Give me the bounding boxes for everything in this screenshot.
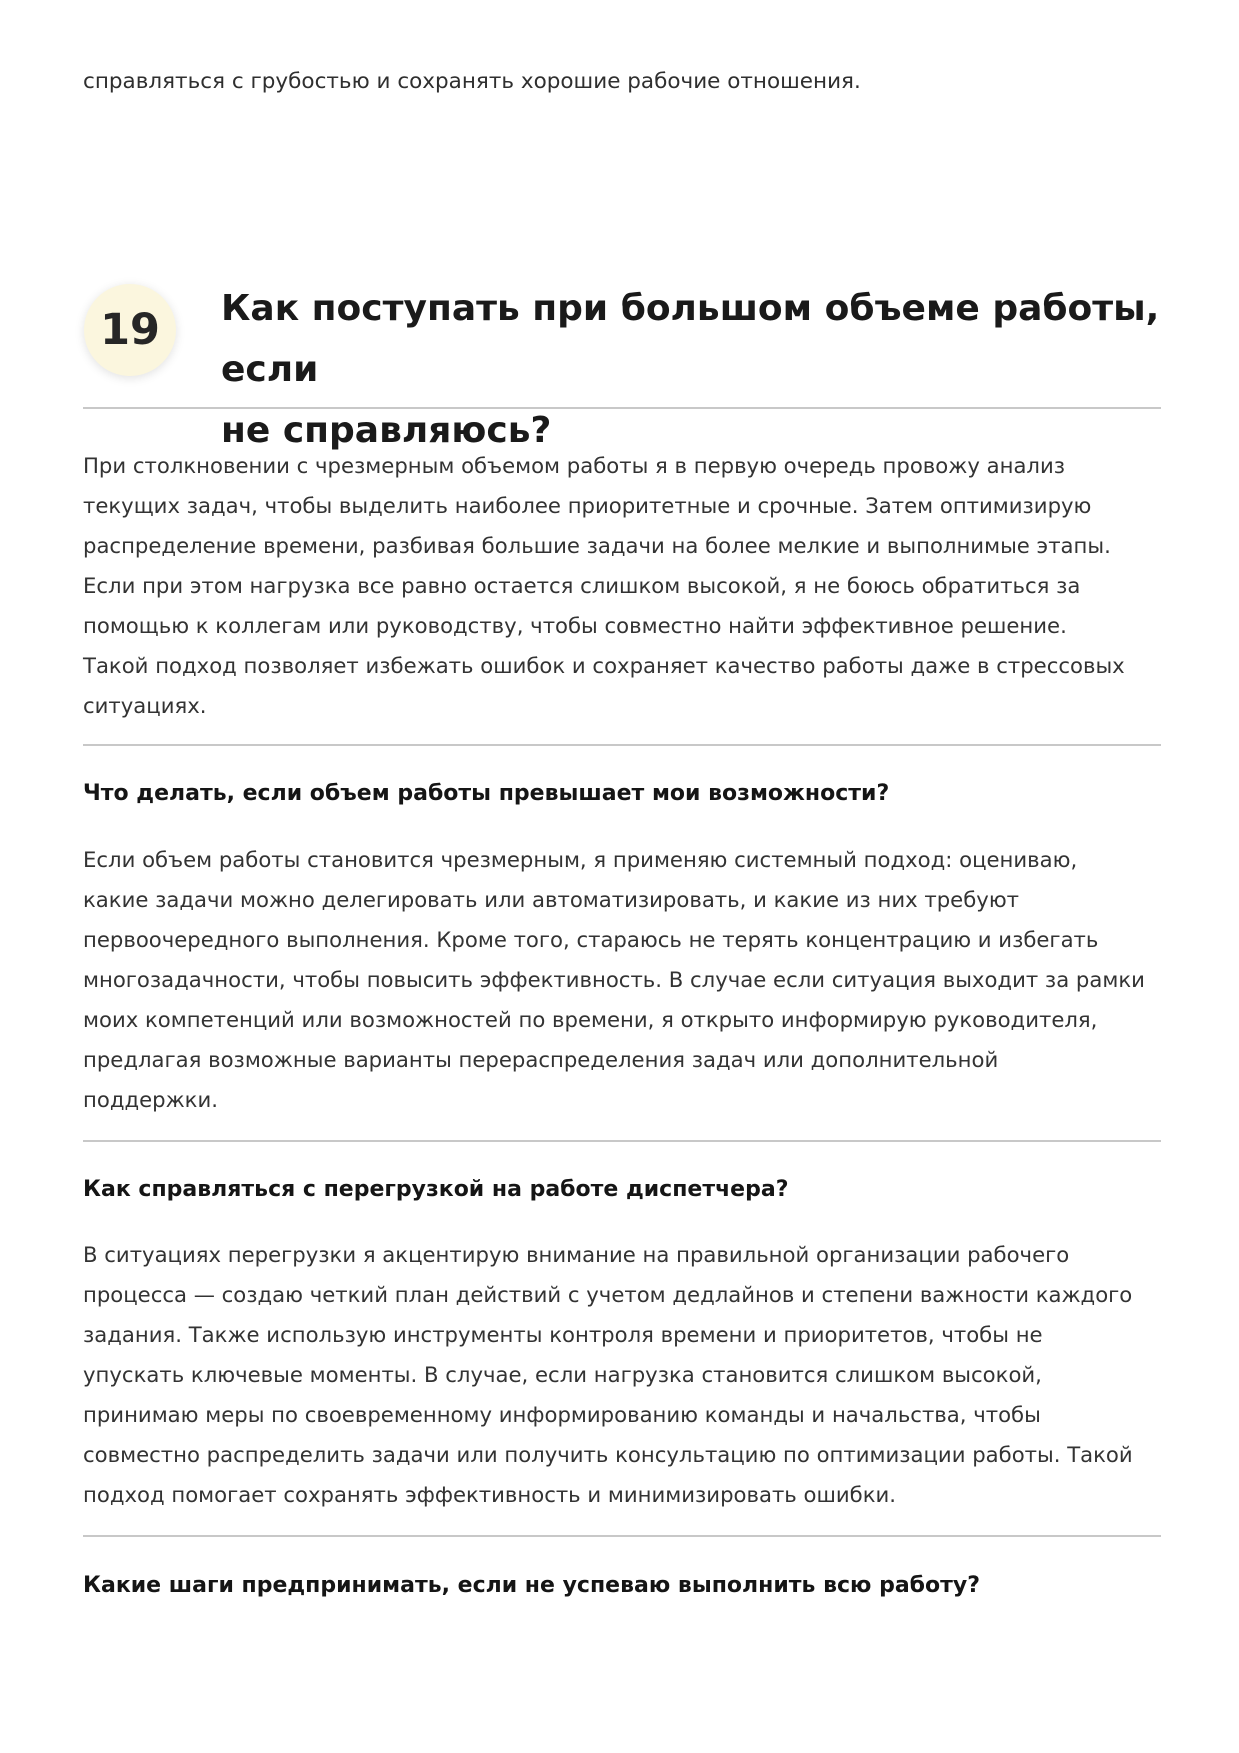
paragraph-line: помощью к коллегам или руководству, чтобы совместно найти эффективное решение. <box>83 613 1067 638</box>
paragraph-line: Если при этом нагрузка все равно остается слишком высокой, я не боюсь обратиться за <box>83 573 1081 598</box>
paragraph-line: моих компетенций или возможностей по времени, я открыто информирую руководителя, <box>83 1007 1098 1032</box>
paragraph-line: подход помогает сохранять эффективность и минимизировать ошибки. <box>83 1482 897 1507</box>
question-heading: Как справляться с перегрузкой на работе диспетчера? <box>83 1177 789 1202</box>
paragraph-line: упускать ключевые моменты. В случае, если нагрузка становится слишком высокой, <box>83 1362 1042 1387</box>
section-title-line: Как поступать при большом объеме работы, если <box>221 288 1160 390</box>
paragraph-line: ситуациях. <box>83 693 207 718</box>
paragraph-line: какие задачи можно делегировать или автоматизировать, и какие из них требуют <box>83 887 1020 912</box>
question-heading: Что делать, если объем работы превышает мои возможности? <box>83 781 890 806</box>
paragraph-line: При столкновении с чрезмерным объемом работы я в первую очередь провожу анализ <box>83 453 1066 478</box>
paragraph-line: Такой подход позволяет избежать ошибок и сохраняет качество работы даже в стрессовых <box>83 653 1125 678</box>
section-title <box>221 278 1161 461</box>
answer-paragraph <box>83 1235 1161 1515</box>
divider <box>83 1535 1161 1537</box>
divider <box>83 1140 1161 1142</box>
paragraph-line: В ситуациях перегрузки я акцентирую внимание на правильной организации рабочего <box>83 1242 1070 1267</box>
paragraph-line: Если объем работы становится чрезмерным, я применяю системный подход: оцениваю, <box>83 847 1078 872</box>
intro-tail-text: справляться с грубостью и сохранять хорошие рабочие отношения. <box>83 69 861 94</box>
answer-paragraph <box>83 840 1161 1120</box>
main-answer-paragraph <box>83 446 1161 726</box>
paragraph-line: поддержки. <box>83 1087 218 1112</box>
paragraph-line: принимаю меры по своевременному информированию команды и начальства, чтобы <box>83 1402 1041 1427</box>
section-header <box>83 272 1161 451</box>
paragraph-line: совместно распределить задачи или получить консультацию по оптимизации работы. Такой <box>83 1442 1133 1467</box>
paragraph-line: текущих задач, чтобы выделить наиболее приоритетные и срочные. Затем оптимизирую <box>83 493 1092 518</box>
paragraph-line: первоочередного выполнения. Кроме того, стараюсь не терять концентрацию и избегать <box>83 927 1099 952</box>
paragraph-line: процесса — создаю четкий план действий с учетом дедлайнов и степени важности каждого <box>83 1282 1133 1307</box>
paragraph-line: задания. Также использую инструменты контроля времени и приоритетов, чтобы не <box>83 1322 1043 1347</box>
paragraph-line: многозадачности, чтобы повысить эффективность. В случае если ситуация выходит за рамки <box>83 967 1145 992</box>
question-heading: Какие шаги предпринимать, если не успеваю выполнить всю работу? <box>83 1573 981 1598</box>
divider <box>83 744 1161 746</box>
paragraph-line: предлагая возможные варианты перераспределения задач или дополнительной <box>83 1047 999 1072</box>
section-title-line: не справляюсь? <box>221 410 552 451</box>
section-number-badge: 19 <box>84 284 176 376</box>
paragraph-line: распределение времени, разбивая большие задачи на более мелкие и выполнимые этапы. <box>83 533 1111 558</box>
